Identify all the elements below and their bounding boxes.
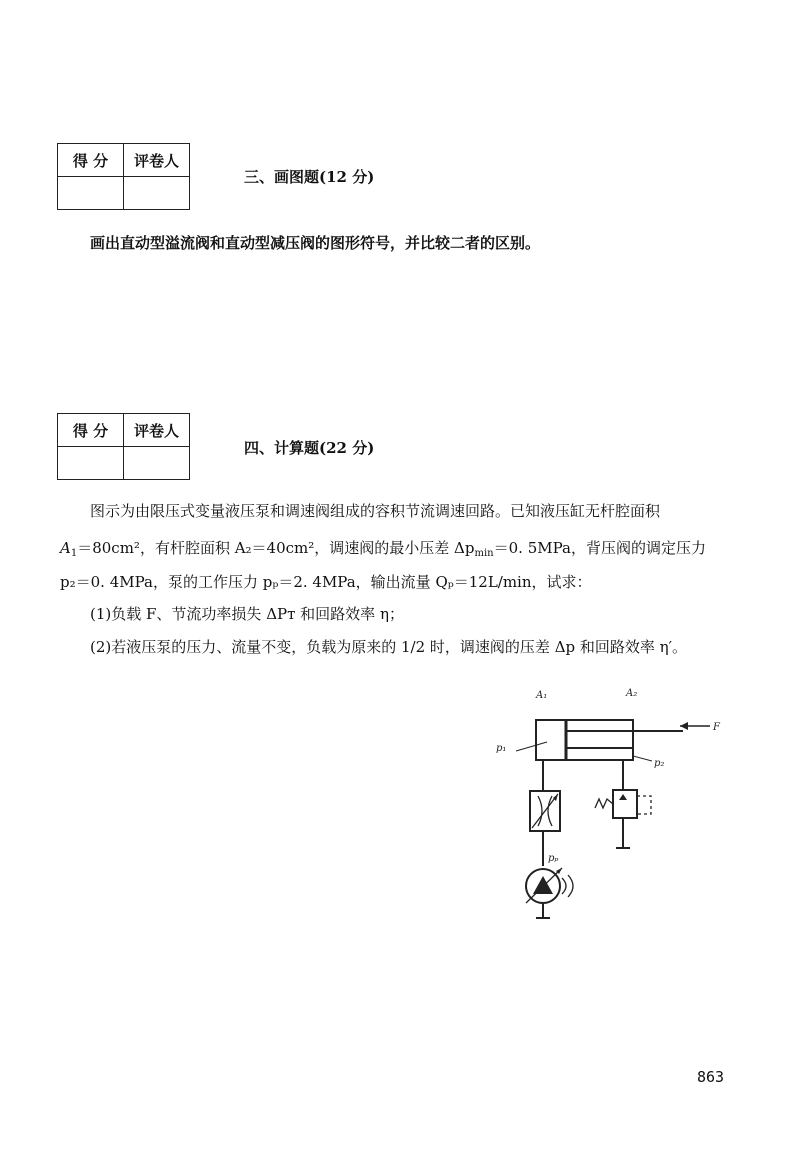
problem-line2: [60, 537, 706, 565]
hydraulic-circuit-diagram: [480, 678, 740, 940]
score-label: 得 分: [58, 414, 124, 447]
label-p1: p₁: [496, 743, 507, 754]
problem-line2-end: ＝0. 5MPa，背压阀的调定压力: [493, 539, 706, 557]
question-1: (1)负载 F、节流功率损失 ΔPᴛ 和回路效率 η；: [90, 605, 404, 623]
score-label: 得 分: [58, 144, 124, 177]
label-a1: A₁: [536, 690, 548, 701]
label-a2: A₂: [626, 688, 638, 699]
label-f: F: [713, 722, 720, 733]
problem-line2-rest: ＝80cm²，有杆腔面积 A₂＝40cm²，调速阀的最小压差 Δp: [77, 539, 475, 557]
grader-cell[interactable]: [124, 177, 190, 210]
a1-symbol: A: [60, 539, 71, 557]
label-p2: p₂: [654, 758, 665, 769]
section3-title: 三、画图题(12 分): [244, 168, 375, 186]
label-pp: pₚ: [548, 853, 559, 864]
score-cell[interactable]: [58, 447, 124, 480]
score-table-section4: [57, 413, 190, 480]
page-number: 863: [697, 1068, 725, 1086]
problem-line1: 图示为由限压式变量液压泵和调速阀组成的容积节流调速回路。已知液压缸无杆腔面积: [90, 502, 661, 520]
grader-cell[interactable]: [124, 447, 190, 480]
question-2: (2)若液压泵的压力、流量不变，负载为原来的 1/2 时，调速阀的压差 Δp 和回路效率 η′。: [90, 638, 688, 656]
score-table-section3: [57, 143, 190, 210]
min-sub: min: [474, 548, 494, 559]
a1-sub: 1: [70, 548, 78, 559]
section4-title: 四、计算题(22 分): [244, 439, 375, 457]
grader-label: 评卷人: [124, 414, 190, 447]
section3-question: 画出直动型溢流阀和直动型减压阀的图形符号，并比较二者的区别。: [90, 234, 541, 252]
grader-label: 评卷人: [124, 144, 190, 177]
cylinder-body: [536, 720, 633, 760]
score-cell[interactable]: [58, 177, 124, 210]
problem-line3: p₂＝0. 4MPa，泵的工作压力 pₚ＝2. 4MPa，输出流量 Qₚ＝12L/min，试求：: [60, 573, 592, 591]
